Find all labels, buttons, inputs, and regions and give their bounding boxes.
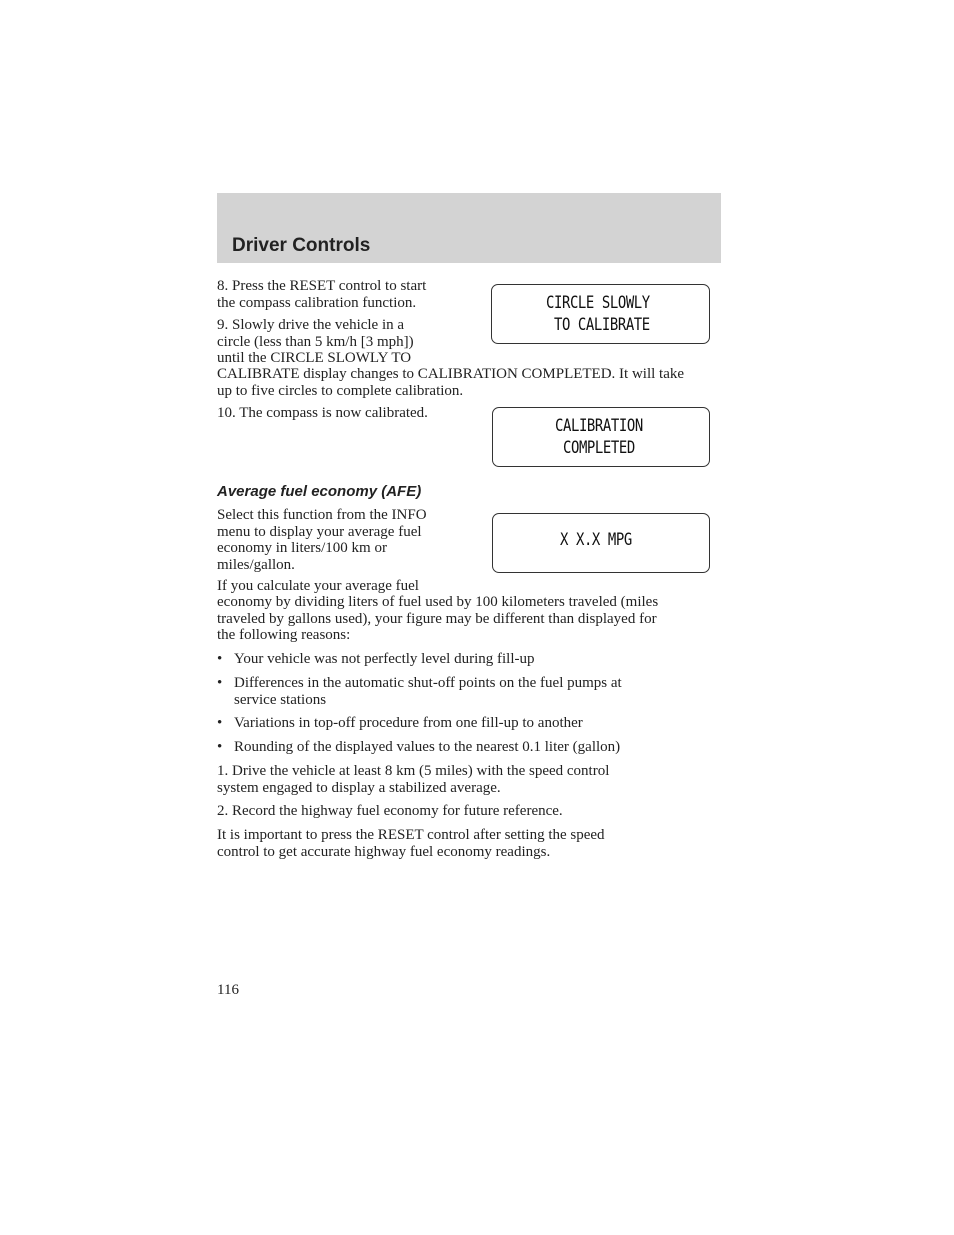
bullet-icon: • (217, 675, 223, 691)
section-title: Driver Controls (232, 235, 371, 256)
display-completed-text: CALIBRATION COMPLETED (555, 416, 643, 458)
bullet-icon: • (217, 715, 223, 731)
step-10-text: 10. The compass is now calibrated. (217, 405, 428, 421)
afe-intro-text: Select this function from the INFO menu to display your average fuel economy in liters/100 km or miles/gallon. (217, 507, 427, 573)
display-calibration-completed (492, 407, 710, 467)
page-number: 116 (217, 982, 239, 998)
instruction-1-text: 1. Drive the vehicle at least 8 km (5 miles) with the speed control system engaged to display a stabilized average. (217, 763, 610, 796)
afe-heading: Average fuel economy (AFE) (217, 483, 422, 500)
step-9-continuation: CALIBRATE display changes to CALIBRATION COMPLETED. It will take up to five circles to complete calibration. (217, 366, 685, 399)
display-afe-text: X X.X MPG (560, 530, 632, 550)
display-calibrate-text: CIRCLE SLOWLY TO CALIBRATE (546, 293, 650, 335)
section-header (217, 193, 721, 263)
bullet-icon: • (217, 651, 223, 667)
display-afe-mpg (492, 513, 710, 573)
instruction-2-text: 2. Record the highway fuel economy for future reference. (217, 803, 563, 819)
bullet-icon: • (217, 739, 223, 755)
step-8-text: 8. Press the RESET control to start the compass calibration function. (217, 278, 427, 311)
reset-note-text: It is important to press the RESET control after setting the speed control to get accurate highway fuel economy readings. (217, 827, 605, 860)
step-9-text: 9. Slowly drive the vehicle in a circle (less than 5 km/h [3 mph]) until the CIRCLE SLOWLY TO (217, 317, 414, 366)
afe-calc-first-line: If you calculate your average fuel (217, 578, 419, 594)
display-circle-slowly (491, 284, 710, 344)
afe-calc-text: economy by dividing liters of fuel used by 100 kilometers traveled (miles traveled by gallons used), your figure may be different than displayed for the following reasons: (217, 594, 659, 643)
